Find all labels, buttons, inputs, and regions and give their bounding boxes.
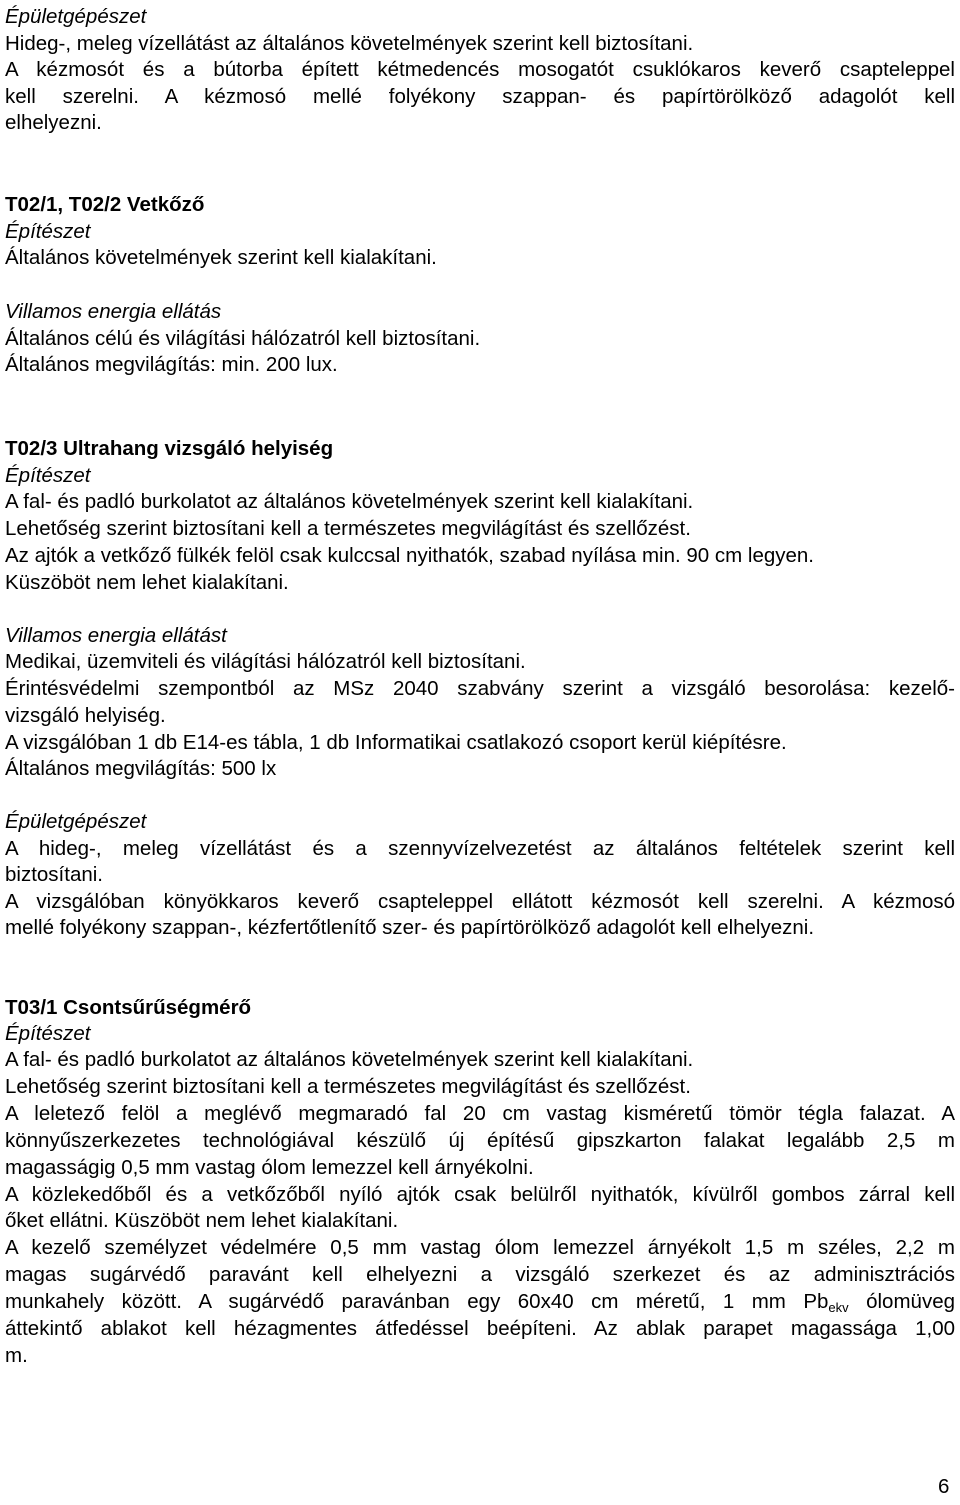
paragraph-line: A közlekedőből és a vetkőzőből nyíló ajtók csak belülről nyithatók, kívülről gombos zárral kell	[5, 1183, 955, 1206]
paragraph-line: A fal- és padló burkolatot az általános követelmények szerint kell kialakítani.	[5, 1048, 694, 1071]
paragraph-line: magas sugárvédő paravánt kell elhelyezni a vizsgáló szerkezet és az adminisztrációs	[5, 1263, 955, 1286]
paragraph-line: Általános megvilágítás: 500 lx	[5, 757, 277, 780]
paragraph-line: Lehetőség szerint biztosítani kell a természetes megvilágítást és szellőzést.	[5, 517, 691, 540]
section-title-mechanical: Épületgépészet	[5, 810, 147, 833]
paragraph-line: magasságig 0,5 mm vastag ólom lemezzel kell árnyékolni.	[5, 1156, 534, 1179]
section-title-architecture: Építészet	[5, 464, 91, 487]
paragraph-line: munkahely között. A sugárvédő paravánban egy 60x40 cm méretű, 1 mm Pb	[5, 1290, 829, 1313]
paragraph-line: Lehetőség szerint biztosítani kell a természetes megvilágítást és szellőzést.	[5, 1075, 691, 1098]
paragraph-line-with-subscript	[5, 1289, 955, 1316]
paragraph-line: Az ajtók a vetkőző fülkék felöl csak kulccsal nyithatók, szabad nyílása min. 90 cm legyen.	[5, 544, 814, 567]
paragraph-line: A vizsgálóban könyökkaros keverő csapteleppel ellátott kézmosót kell szerelni. A kézmosó	[5, 890, 955, 913]
paragraph-line: elhelyezni.	[5, 111, 102, 134]
paragraph-line: A kézmosót és a bútorba épített kétmedencés mosogatót csuklókaros keverő csapteleppel	[5, 58, 955, 81]
room-heading: T02/1, T02/2 Vetkőző	[5, 193, 205, 216]
paragraph-line: Medikai, üzemviteli és világítási hálózatról kell biztosítani.	[5, 650, 526, 673]
paragraph-line: Általános célú és világítási hálózatról kell biztosítani.	[5, 327, 481, 350]
page-number: 6	[938, 1475, 950, 1498]
section-title-mechanical: Épületgépészet	[5, 5, 147, 28]
section-title-electrical: Villamos energia ellátás	[5, 300, 222, 323]
section-title-architecture: Építészet	[5, 1022, 91, 1045]
paragraph-line: könnyűszerkezetes technológiával készülő új építésű gipszkarton falakat legalább 2,5 m	[5, 1129, 955, 1152]
subscript-ekv: ekv	[828, 1300, 849, 1315]
paragraph-line: A kezelő személyzet védelmére 0,5 mm vastag ólom lemezzel árnyékolt 1,5 m széles, 2,2 m	[5, 1236, 955, 1259]
paragraph-line: A leletező felöl a meglévő megmaradó fal 20 cm vastag kisméretű tömör tégla falazat. A	[5, 1102, 955, 1125]
section-title-architecture: Építészet	[5, 220, 91, 243]
section-title-electrical: Villamos energia ellátást	[5, 624, 227, 647]
paragraph-line: Érintésvédelmi szempontból az MSz 2040 szabvány szerint a vizsgáló besorolása: kezelő-	[5, 677, 955, 700]
paragraph-line: vizsgáló helyiség.	[5, 704, 166, 727]
paragraph-line: Általános követelmények szerint kell kialakítani.	[5, 246, 437, 269]
paragraph-line: mellé folyékony szappan-, kézfertőtlenítő szer- és papírtörölköző adagolót kell elhelyezni.	[5, 916, 815, 939]
paragraph-line: A vizsgálóban 1 db E14-es tábla, 1 db Informatikai csatlakozó csoport kerül kiépítésre.	[5, 731, 787, 754]
paragraph-line: kell szerelni. A kézmosó mellé folyékony szappan- és papírtörölköző adagolót kell	[5, 85, 955, 108]
paragraph-line: őket ellátni. Küszöböt nem lehet kialakítani.	[5, 1209, 399, 1232]
paragraph-line: A hideg-, meleg vízellátást és a szennyvízelvezetést az általános feltételek szerint kell	[5, 837, 955, 860]
room-heading: T02/3 Ultrahang vizsgáló helyiség	[5, 437, 334, 460]
paragraph-line: Általános megvilágítás: min. 200 lux.	[5, 353, 338, 376]
paragraph-line: Hideg-, meleg vízellátást az általános követelmények szerint kell biztosítani.	[5, 32, 694, 55]
room-heading: T03/1 Csontsűrűségmérő	[5, 996, 252, 1019]
paragraph-line: áttekintő ablakot kell hézagmentes átfedéssel beépíteni. Az ablak parapet magassága 1,00	[5, 1317, 955, 1340]
paragraph-line: biztosítani.	[5, 863, 103, 886]
paragraph-line: m.	[5, 1344, 28, 1367]
paragraph-line: Küszöböt nem lehet kialakítani.	[5, 571, 289, 594]
paragraph-line-continuation: ólomüveg	[848, 1290, 955, 1313]
paragraph-line: A fal- és padló burkolatot az általános követelmények szerint kell kialakítani.	[5, 490, 694, 513]
